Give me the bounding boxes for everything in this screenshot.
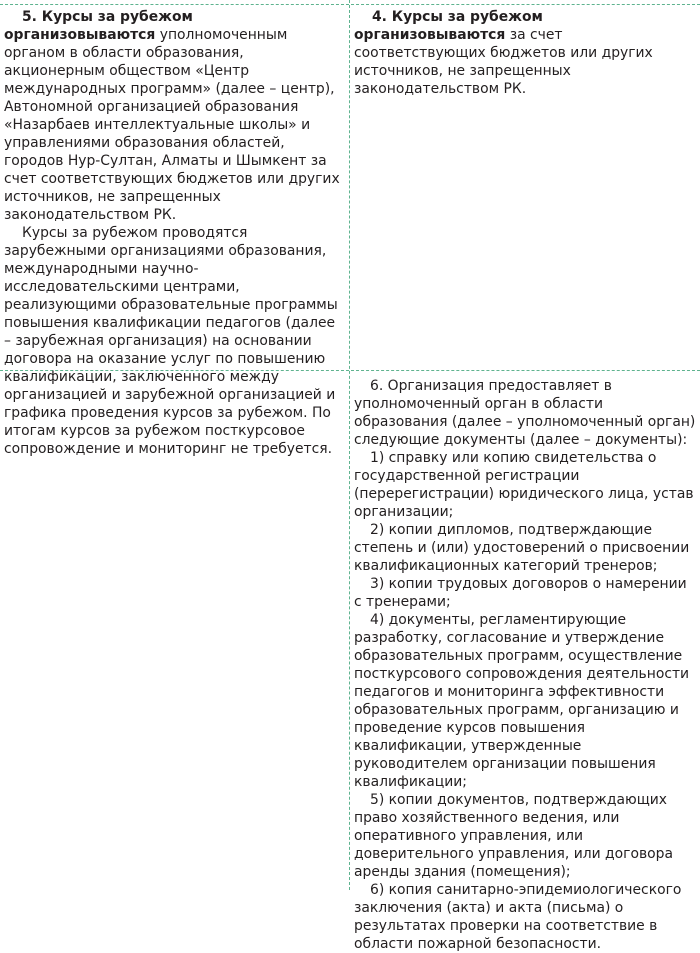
left-heading: 5. Курсы за рубежом организовываются (4, 9, 193, 43)
docs-intro: 6. Организация предоставляет в уполномоченный орган в области образования (далее – уполномоченный орган) следующие документы (далее – документы): (354, 378, 696, 448)
docs-item-2: 2) копии дипломов, подтверждающие степень и (или) удостоверений о присвоении квалификационных категорий тренеров; (354, 522, 690, 574)
right-text: за счет соответствующих бюджетов или других источников, не запрещенных законодательством РК. (354, 27, 653, 97)
docs-item-5: 5) копии документов, подтверждающих право хозяйственного ведения, или оперативного управления, или доверительного управления, или договора аренды здания (помещения); (354, 792, 673, 880)
docs-item-3: 3) копии трудовых договоров о намерении с тренерами; (354, 576, 687, 610)
right-heading: 4. Курсы за рубежом организовываются (354, 9, 543, 43)
docs-item-1: 1) справку или копию свидетельства о государственной регистрации (перерегистрации) юридического лица, устав организации; (354, 450, 694, 520)
row2-right-cell (354, 377, 696, 953)
table-border-top (0, 4, 700, 5)
row1-right-cell (354, 8, 696, 98)
row1-left-cell (4, 8, 346, 458)
left-para1: уполномоченным органом в области образования, акционерным обществом «Центр международных программ» (далее – центр), Автономной организацией образования «Назарбаев интеллектуальные школы» и управлениями образования областей, городов Нур-Султан, Алматы и Шымкент за счет соответствующих бюджетов или других источников, не запрещенных законодательством РК. (4, 27, 340, 223)
left-para2: Курсы за рубежом проводятся зарубежными организациями образования, международными научно-исследовательскими центрами, реализующими образовательные программы повышения квалификации педагогов (далее – зарубежная организация) на основании договора на оказание услуг по повышению квалификации, заключенного между организацией и зарубежной организацией и графика проведения курсов за рубежом. По итогам курсов за рубежом посткурсовое сопровождение и мониторинг не требуется. (4, 225, 338, 457)
table-column-divider (349, 0, 350, 890)
docs-item-6: 6) копия санитарно-эпидемиологического заключения (акта) и акта (письма) о результатах проверки на соответствие в области пожарной безопасности. (354, 882, 682, 952)
docs-item-4: 4) документы, регламентирующие разработку, согласование и утверждение образовательных программ, осуществление посткурсового сопровождения деятельности педагогов и мониторинга эффективности образовательных программ, организацию и проведение курсов повышения квалификации, утвержденные руководителем организации повышения квалификации; (354, 612, 690, 790)
